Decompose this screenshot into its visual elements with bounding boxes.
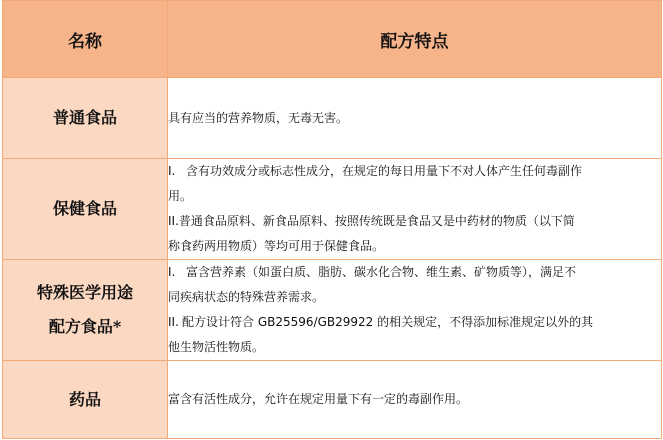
row-name-cell	[3, 361, 168, 439]
description-line	[168, 335, 661, 360]
row-name: 特殊医学用途	[36, 283, 133, 302]
list-marker: I.	[168, 164, 176, 178]
row-name-cell	[3, 159, 168, 260]
list-marker: II.	[168, 214, 179, 228]
description-line	[168, 184, 661, 209]
table-row	[3, 78, 662, 159]
table-row	[3, 260, 662, 361]
header-name: 名称	[3, 1, 168, 78]
description-text: 含有功效成分或标志性成分，在规定的每日用量下不对人体产生任何毒副作	[186, 164, 583, 178]
row-name: 保健食品	[52, 199, 117, 218]
description-text: 用。	[168, 189, 193, 203]
row-description-cell	[168, 260, 662, 361]
description-text: 富含有活性成分，允许在规定用量下有一定的毒副作用。	[168, 392, 469, 406]
description-text: 具有应当的营养物质，无毒无害。	[168, 110, 349, 125]
header-row	[3, 1, 662, 78]
row-name: 药品	[68, 389, 101, 409]
description-line	[168, 209, 661, 234]
description-line	[168, 285, 661, 310]
row-name-cell	[3, 78, 168, 159]
description-text: 他生物活性物质。	[168, 340, 265, 354]
description-line	[168, 106, 661, 131]
description-text: 富含营养素（如蛋白质、脂肪、碳水化合物、维生素、矿物质等），满足不	[186, 265, 577, 279]
table-row	[3, 361, 662, 439]
description-text: 同疾病状态的特殊营养需求。	[168, 290, 325, 304]
row-name-cell	[3, 260, 168, 361]
row-description-cell	[168, 159, 662, 260]
row-name: 配方食品*	[48, 317, 122, 336]
description-line	[168, 387, 661, 412]
list-marker: II.	[168, 315, 179, 329]
description-text: 配方设计符合 GB25596/GB29922 的相关规定，不得添加标准规定以外的其	[182, 315, 594, 329]
description-line	[168, 159, 661, 184]
list-marker: I.	[168, 265, 176, 279]
header-formula-features: 配方特点	[168, 1, 662, 78]
description-text: 称食药两用物质）等均可用于保健食品。	[168, 239, 385, 253]
description-line	[168, 310, 661, 335]
description-line	[168, 260, 661, 285]
row-name: 普通食品	[52, 108, 117, 127]
row-description-cell	[168, 361, 662, 439]
row-description-cell	[168, 78, 662, 159]
description-text: 普通食品原料、新食品原料、按照传统既是食品又是中药材的物质（以下简	[178, 214, 575, 228]
table-row	[3, 159, 662, 260]
description-line	[168, 234, 661, 259]
comparison-table	[2, 0, 662, 439]
